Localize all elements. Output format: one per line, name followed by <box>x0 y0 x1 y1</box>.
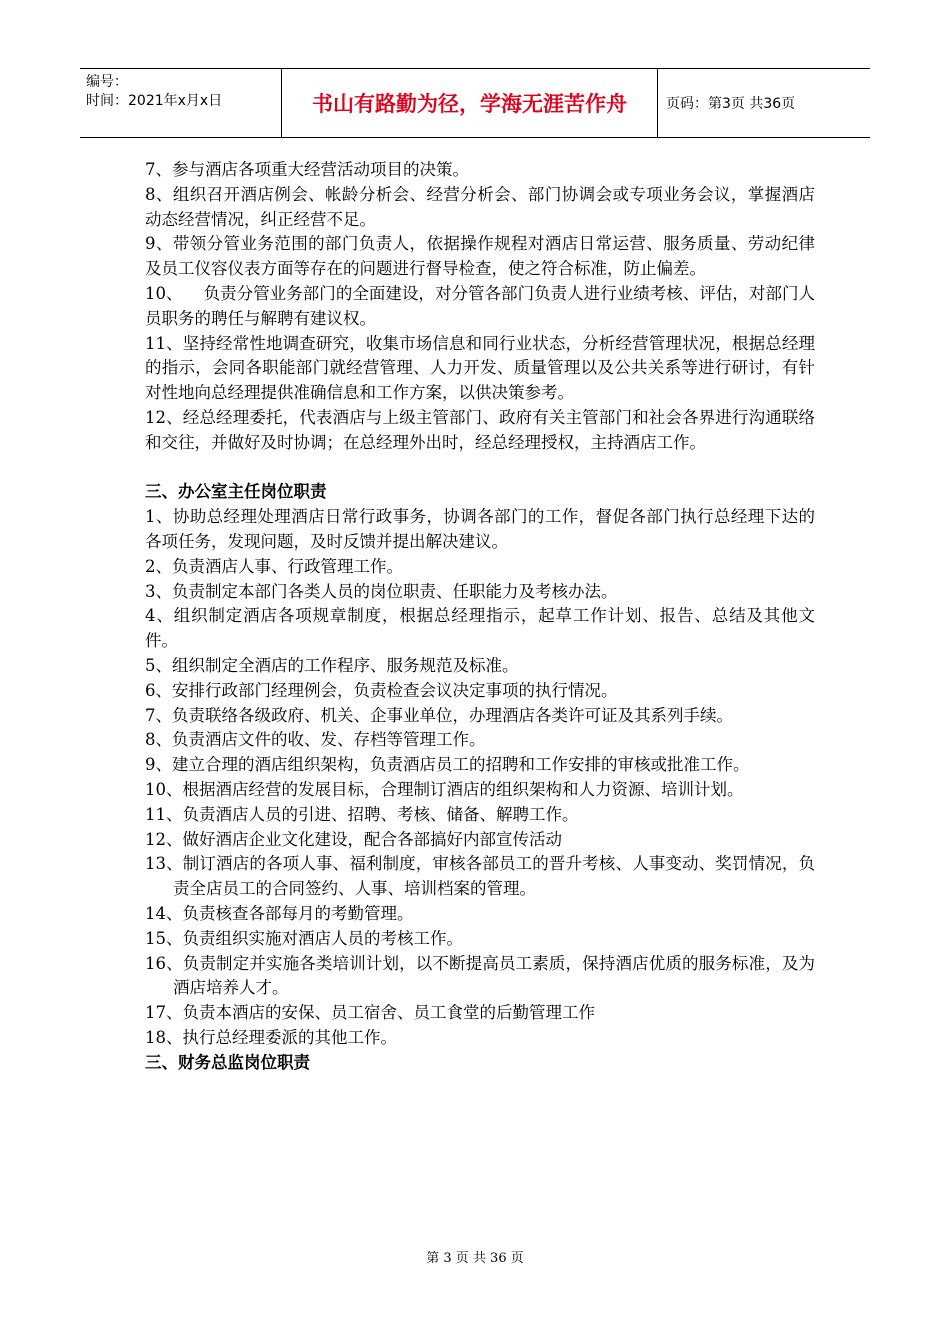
paragraph: 10、根据酒店经营的发展目标，合理制订酒店的组织架构和人力资源、培训计划。 <box>145 779 744 799</box>
paragraph: 13、制订酒店的各项人事、福利制度，审核各部员工的晋升考核、人事变动、奖罚情况，负责全店员工的合同签约、人事、培训档案的管理。 <box>145 854 815 899</box>
paragraph: 8、负责酒店文件的收、发、存档等管理工作。 <box>145 730 486 750</box>
paragraph: 11、负责酒店人员的引进、招聘、考核、储备、解聘工作。 <box>145 804 579 824</box>
paragraph: 18、执行总经理委派的其他工作。 <box>145 1027 397 1047</box>
paragraph: 1、协助总经理处理酒店日常行政事务，协调各部门的工作，督促各部门执行总经理下达的各项任务，发现问题，及时反馈并提出解决建议。 <box>145 507 815 551</box>
paragraph: 6、安排行政部门经理例会，负责检查会议决定事项的执行情况。 <box>145 680 618 700</box>
paragraph: 4、组织制定酒店各项规章制度，根据总经理指示，起草工作计划、报告、总结及其他文件。 <box>145 606 815 651</box>
paragraph: 9、带领分管业务范围的部门负责人，依据操作规程对酒店日常运营、服务质量、劳动纪律及员工仪容仪表方面等存在的问题进行督导检查，使之符合标准，防止偏差。 <box>145 234 815 279</box>
paragraph: 15、负责组织实施对酒店人员的考核工作。 <box>145 928 463 948</box>
header-page-label: 页码：第3页 共36页 <box>666 96 796 112</box>
paragraph: 12、做好酒店企业文化建设，配合各部搞好内部宣传活动 <box>145 829 562 849</box>
paragraph: 5、组织制定全酒店的工作程序、服务规范及标准。 <box>145 655 519 675</box>
paragraph: 14、负责核查各部每月的考勤管理。 <box>145 903 414 923</box>
section-heading-finance: 三、财务总监岗位职责 <box>145 1052 310 1072</box>
footer-page-text: 第 3 页 共 36 页 <box>426 1251 524 1266</box>
paragraph: 7、负责联络各级政府、机关、企事业单位，办理酒店各类许可证及其系列手续。 <box>145 705 733 725</box>
header-motto: 书山有路勤为径，学海无涯苦作舟 <box>282 69 658 137</box>
page-footer <box>0 1247 950 1266</box>
number-label: 编号： <box>86 74 128 90</box>
document-body <box>145 158 815 1075</box>
paragraph: 7、参与酒店各项重大经营活动项目的决策。 <box>145 160 469 179</box>
paragraph: 8、组织召开酒店例会、帐龄分析会、经营分析会、部门协调会或专项业务会议，掌握酒店动态经营情况，纠正经营不足。 <box>145 184 815 229</box>
paragraph: 11、坚持经常性地调查研究，收集市场信息和同行业状态，分析经营管理状况，根据总经理的指示，会同各职能部门就经营管理、人力开发、质量管理以及公共关系等进行研讨，有针对性地向总经理提供准确信息和工作方案，以供决策参考。 <box>145 333 815 403</box>
spacer <box>145 456 815 481</box>
paragraph: 9、建立合理的酒店组织架构，负责酒店员工的招聘和工作安排的审核或批准工作。 <box>145 755 750 775</box>
paragraph: 12、经总经理委托，代表酒店与上级主管部门、政府有关主管部门和社会各界进行沟通联络和交往，并做好及时协调；在总经理外出时，经总经理授权，主持酒店工作。 <box>145 407 815 452</box>
time-label: 时间：2021年x月x日 <box>86 93 223 109</box>
header-meta <box>80 69 282 137</box>
page-header <box>80 68 870 138</box>
paragraph: 3、负责制定本部门各类人员的岗位职责、任职能力及考核办法。 <box>145 581 618 601</box>
section-heading-office: 三、办公室主任岗位职责 <box>145 482 327 502</box>
paragraph: 16、负责制定并实施各类培训计划，以不断提高员工素质，保持酒店优质的服务标准，及为酒店培养人才。 <box>145 953 815 998</box>
paragraph: 10、 负责分管业务部门的全面建设，对分管各部门负责人进行业绩考核、评估，对部门人员职务的聘任与解聘有建议权。 <box>145 283 815 328</box>
paragraph: 2、负责酒店人事、行政管理工作。 <box>145 556 403 576</box>
paragraph: 17、负责本酒店的安保、员工宿舍、员工食堂的后勤管理工作 <box>145 1003 595 1023</box>
